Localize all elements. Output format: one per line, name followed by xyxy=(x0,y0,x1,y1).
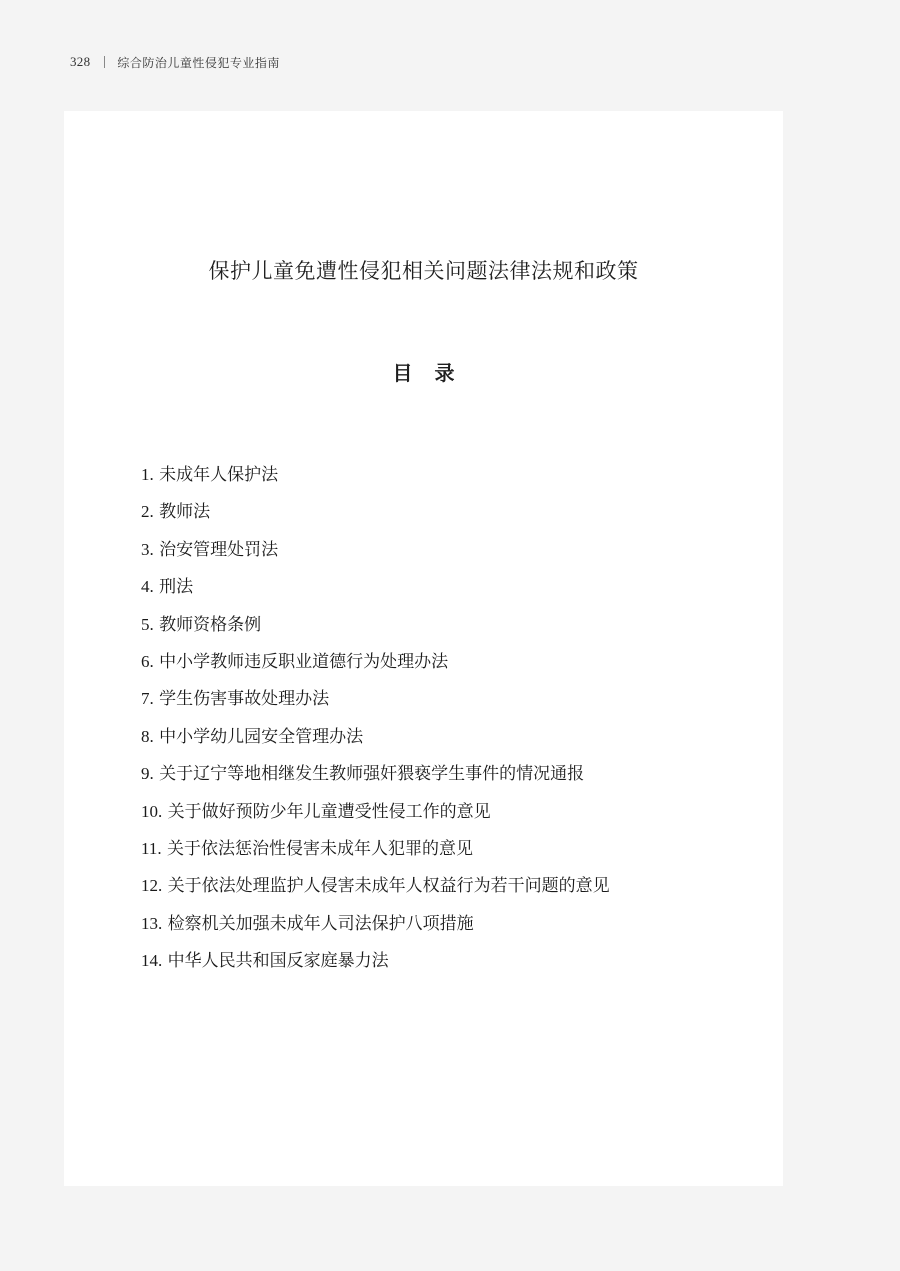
toc-item xyxy=(141,872,610,909)
toc-item xyxy=(141,910,610,947)
toc-item-number: 6. xyxy=(141,651,154,671)
toc-item xyxy=(141,685,610,722)
toc-item-text: 教师法 xyxy=(159,502,211,523)
toc-item xyxy=(141,947,610,984)
toc-item-text: 学生伤害事故处理办法 xyxy=(159,689,330,710)
toc-item-number: 11. xyxy=(141,838,162,858)
toc-item xyxy=(141,573,610,610)
page-number: 328 xyxy=(70,54,91,69)
toc-item-text: 刑法 xyxy=(159,577,194,598)
toc-item-text: 检察机关加强未成年人司法保护八项措施 xyxy=(167,913,474,934)
toc-heading xyxy=(64,357,783,386)
toc-item xyxy=(141,611,610,648)
toc-item-number: 10. xyxy=(141,801,163,821)
toc-item-text: 教师资格条例 xyxy=(159,614,262,635)
toc-item-number: 13. xyxy=(141,913,163,933)
toc-item-number: 14. xyxy=(141,951,163,971)
toc-list xyxy=(141,461,610,984)
toc-item-number: 1. xyxy=(141,465,154,484)
header-divider xyxy=(104,56,105,68)
toc-item-number: 2. xyxy=(141,502,154,522)
toc-item-number: 4. xyxy=(141,577,154,597)
toc-item-text: 关于依法惩治性侵害未成年人犯罪的意见 xyxy=(167,838,474,859)
toc-item xyxy=(141,723,610,760)
toc-item xyxy=(141,498,610,535)
toc-item-number: 5. xyxy=(141,614,154,634)
toc-item xyxy=(141,461,610,498)
toc-item-text: 关于做好预防少年儿童遭受性侵工作的意见 xyxy=(167,801,491,822)
toc-item-text: 未成年人保护法 xyxy=(159,465,279,485)
toc-item xyxy=(141,760,610,797)
toc-item-number: 3. xyxy=(141,539,154,559)
running-header xyxy=(70,50,280,74)
toc-item-text: 中小学教师违反职业道德行为处理办法 xyxy=(159,651,449,672)
toc-item-text: 关于依法处理监护人侵害未成年人权益行为若干问题的意见 xyxy=(167,876,610,897)
toc-heading-char-2: 录 xyxy=(434,361,455,385)
toc-heading-char-1: 目 xyxy=(392,361,413,385)
toc-item-number: 12. xyxy=(141,876,163,896)
toc-item xyxy=(141,798,610,835)
toc-item xyxy=(141,835,610,872)
toc-item xyxy=(141,648,610,685)
toc-item-number: 8. xyxy=(141,726,154,746)
document-title: 保护儿童免遭性侵犯相关问题法律法规和政策 xyxy=(208,259,639,283)
toc-item-text: 中华人民共和国反家庭暴力法 xyxy=(167,951,389,972)
document-page xyxy=(64,111,783,1186)
toc-item xyxy=(141,536,610,573)
toc-item-number: 7. xyxy=(141,689,154,709)
toc-item-text: 中小学幼儿园安全管理办法 xyxy=(159,726,364,747)
toc-item-text: 关于辽宁等地相继发生教师强奸猥亵学生事件的情况通报 xyxy=(159,764,585,785)
toc-item-text: 治安管理处罚法 xyxy=(159,539,279,560)
book-title: 综合防治儿童性侵犯专业指南 xyxy=(117,55,280,70)
toc-item-number: 9. xyxy=(141,764,154,784)
